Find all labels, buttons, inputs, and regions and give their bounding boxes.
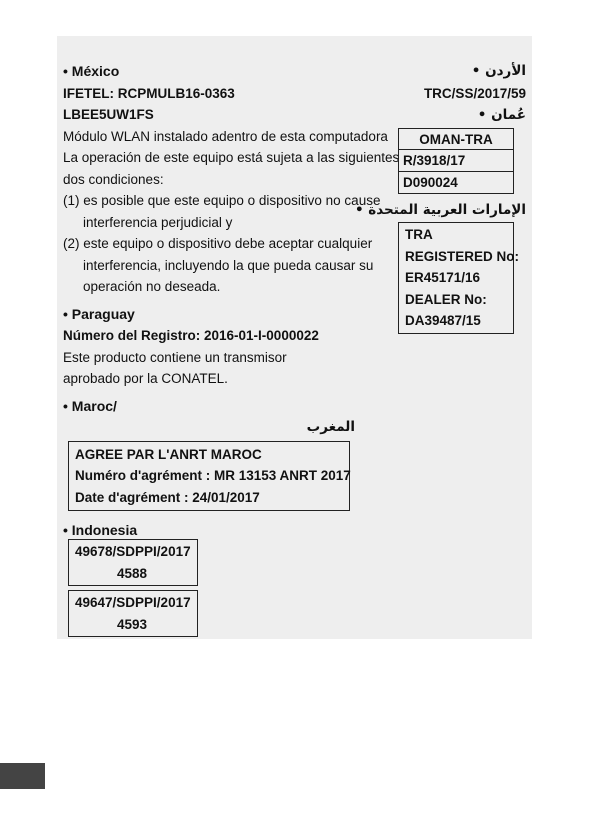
indonesia-box-1 [68,539,198,586]
mexico-line: dos condiciones: [63,171,164,187]
mexico-ifetel: IFETEL: RCPMULB16-0363 [63,85,235,101]
uae-box-line: ER45171/16 [405,270,481,285]
regulatory-panel [57,36,532,639]
uae-box-line: DA39487/15 [405,313,481,328]
paraguay-registro: Número del Registro: 2016-01-I-0000022 [63,328,319,343]
mexico-line: La operación de este equipo está sujeta a las siguientes [63,150,400,165]
oman-row: D090024 [398,172,514,194]
jordan-heading: الأردن • [471,63,526,79]
mexico-heading: • México [63,63,120,79]
indonesia-heading: • Indonesia [63,522,138,538]
uae-box-line: REGISTERED No: [405,248,520,264]
uae-box [398,222,520,334]
paraguay-line: aprobado por la CONATEL. [63,371,228,386]
paraguay-heading: • Paraguay [63,305,135,322]
oman-section [376,105,526,194]
maroc-box-line: AGREE PAR L'ANRT MAROC [75,446,262,462]
mexico-cond1-cont: interferencia perjudicial y [83,214,233,230]
paraguay-line: Este producto contiene un transmisor [63,349,287,365]
page-tab-marker [0,763,45,789]
indonesia-section [63,521,393,637]
oman-row: R/3918/17 [398,150,514,172]
uae-section [354,200,526,334]
maroc-box-line: Numéro d'agrément : MR 13153 ANRT 2017 [75,468,351,483]
mexico-line: (1) es posible que este equipo o dispositivo no cause [63,193,381,208]
jordan-section [376,61,526,104]
oman-heading: عُمان • [477,107,526,123]
right-column [354,61,526,334]
uae-box-line: TRA [405,227,433,242]
indonesia-cert-pleg: 4588 [117,565,148,581]
mexico-model: LBEE5UW1FS [63,107,154,122]
mexico-cond2-cont: operación no deseada. [83,279,221,294]
oman-row: OMAN-TRA [398,128,514,150]
mexico-section [63,61,400,298]
maroc-approval-box [68,441,350,512]
maroc-heading: • Maroc/ [63,397,117,414]
left-column [63,61,400,637]
indonesia-box-2 [68,590,198,637]
oman-table [398,128,514,194]
mexico-line: Módulo WLAN instalado adentro de esta computadora [63,128,388,144]
uae-heading: الإمارات العربية المتحدة • [354,201,526,218]
uae-box-line: DEALER No: [405,291,487,307]
maroc-section [63,396,393,512]
maroc-arabic: المغرب [306,419,355,435]
jordan-code: TRC/SS/2017/59 [423,85,526,101]
paraguay-section [63,304,393,390]
mexico-cond2-cont: interferencia, incluyendo la que pueda causar su [83,257,374,273]
maroc-box-line: Date d'agrément : 24/01/2017 [75,489,260,505]
mexico-cond2: (2) este equipo o dispositivo debe aceptar cualquier [63,236,373,251]
indonesia-cert-number: 49647/SDPPI/2017 [75,595,191,610]
indonesia-cert-number: 49678/SDPPI/2017 [75,544,191,559]
indonesia-cert-pleg: 4593 [117,616,148,632]
